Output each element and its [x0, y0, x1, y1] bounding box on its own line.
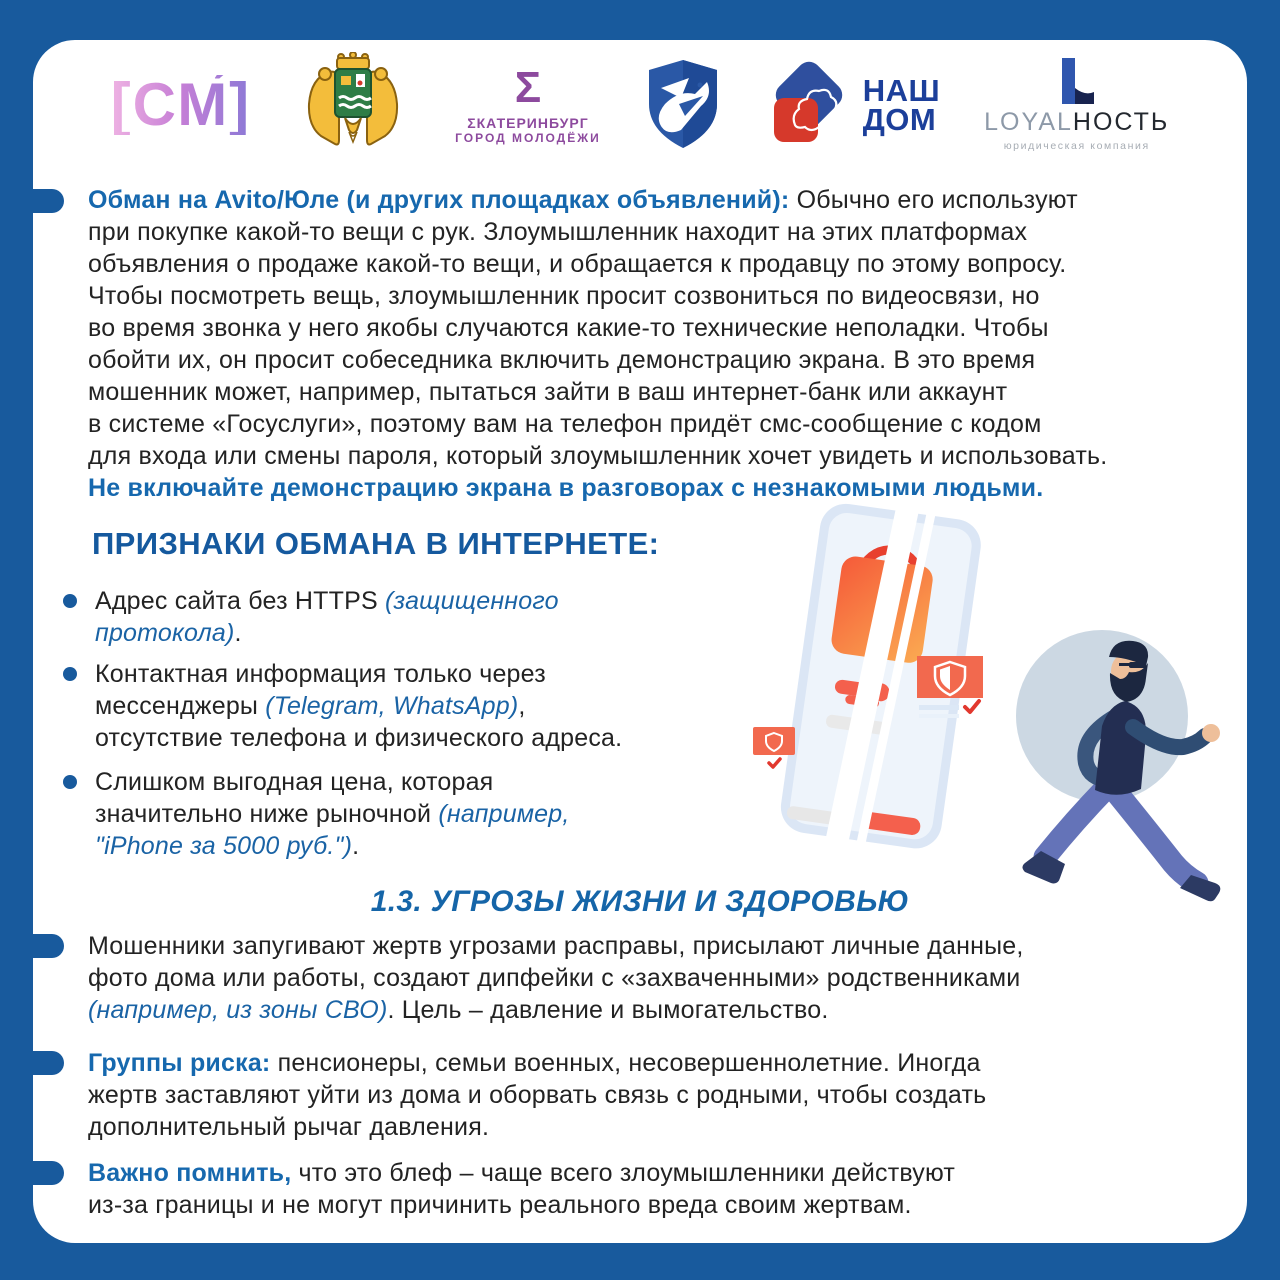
loyalnost-brand-part1: LOYAL	[984, 108, 1073, 136]
list-item-https	[63, 585, 745, 649]
nash-dom-text	[862, 72, 941, 137]
loyalnost-l-icon	[1059, 58, 1095, 104]
bullet-dot	[63, 775, 77, 789]
content-card	[33, 40, 1247, 1243]
bullet-text: Адрес сайта без HTTPS (защищенного протокола).	[95, 587, 559, 647]
loyalnost-brand-part2: НОСТЬ	[1072, 108, 1170, 136]
threats-heading: 1.3. УГРОЗЫ ЖИЗНИ И ЗДОРОВЬЮ	[370, 885, 910, 918]
coat-of-arms-icon	[295, 52, 411, 158]
ekb-logo-line1: ΣКАТЕРИНБУРГ	[467, 114, 589, 131]
shield-dove-logo	[645, 58, 721, 152]
intro-paragraph: Обман на Avito/Юле (и других площадках объявлений): Обычно его используют при покупке какой-то вещи с рук. Злоумышленник находит на этих платформах объявления о продаже какой-то вещи, и обращается к продавцу по этому вопросу. Чтобы посмотреть вещь, злоумышленник просит созвониться по видеосвязи, но во время звонка у него якобы случаются какие-то технические неполадки. Чтобы обойти их, он просит собеседника включить демонстрацию экрана. В это время мошенник может, например, пытаться зайти в ваш интернет-банк или аккаунт в системе «Госуслуги», поэтому вам на телефон придёт смс-сообщение с кодом для входа или смены пароля, который злоумышленник хочет увидеть и использовать. Не включайте демонстрацию экрана в разговорах с незнакомыми людьми.	[88, 186, 1108, 502]
bullet-text: Контактная информация только через мессенджеры (Telegram, WhatsApp), отсутствие телефона и физического адреса.	[95, 660, 623, 752]
section-marker-intro	[33, 189, 64, 213]
section-marker-threats	[33, 934, 64, 958]
loyalnost-subtitle: юридическая компания	[1003, 140, 1150, 152]
phone-scam-illustration	[745, 495, 1235, 915]
bullet-dot	[63, 667, 77, 681]
phone-and-running-man-icon	[745, 495, 1235, 915]
ekb-logo-line2: ГОРОД МОЛОДЁЖИ	[455, 130, 601, 145]
sm-logo-text: [СМ́]	[110, 71, 252, 138]
nash-dom-line1: НАШ	[862, 72, 941, 108]
bullet-text: Слишком выгодная цена, которая значительно ниже рыночной (например, "iPhone за 5000 руб.").	[95, 768, 570, 860]
nash-dom-house-icon	[765, 61, 853, 149]
logo-row	[33, 52, 1247, 158]
sm-youth-logo	[110, 71, 252, 138]
nash-dom-logo	[765, 61, 940, 149]
nash-dom-line2: ДОМ	[862, 102, 937, 137]
ekaterinburg-coat-of-arms	[295, 52, 411, 158]
sigma-icon: Σ	[514, 62, 542, 112]
signs-heading: ПРИЗНАКИ ОБМАНА В ИНТЕРНЕТЕ:	[92, 526, 660, 561]
section-marker-risk-groups	[33, 1051, 64, 1075]
loyalnost-brand	[984, 108, 1169, 137]
risk-groups-paragraph: Группы риска: пенсионеры, семьи военных, несовершеннолетние. Иногда жертв заставляют уйти из дома и оборвать связь с родными, чтобы создать дополнительный рычаг давления.	[88, 1049, 987, 1141]
threats-paragraph: Мошенники запугивают жертв угрозами расправы, присылают личные данные, фото дома или работы, создают дипфейки с «захваченными» родственниками (например, из зоны СВО). Цель – давление и вымогательство.	[88, 932, 1024, 1024]
ekaterinburg-city-of-youth-logo	[455, 62, 601, 145]
list-item-price	[63, 766, 745, 862]
list-item-messengers	[63, 658, 745, 754]
important-paragraph: Важно помнить, что это блеф – чаще всего злоумышленники действуют из-за границы и не могут причинить реального вреда своим жертвам.	[88, 1159, 956, 1219]
shield-dove-icon	[645, 58, 721, 152]
loyalnost-logo	[984, 58, 1169, 152]
bullet-dot	[63, 594, 77, 608]
section-marker-important	[33, 1161, 64, 1185]
